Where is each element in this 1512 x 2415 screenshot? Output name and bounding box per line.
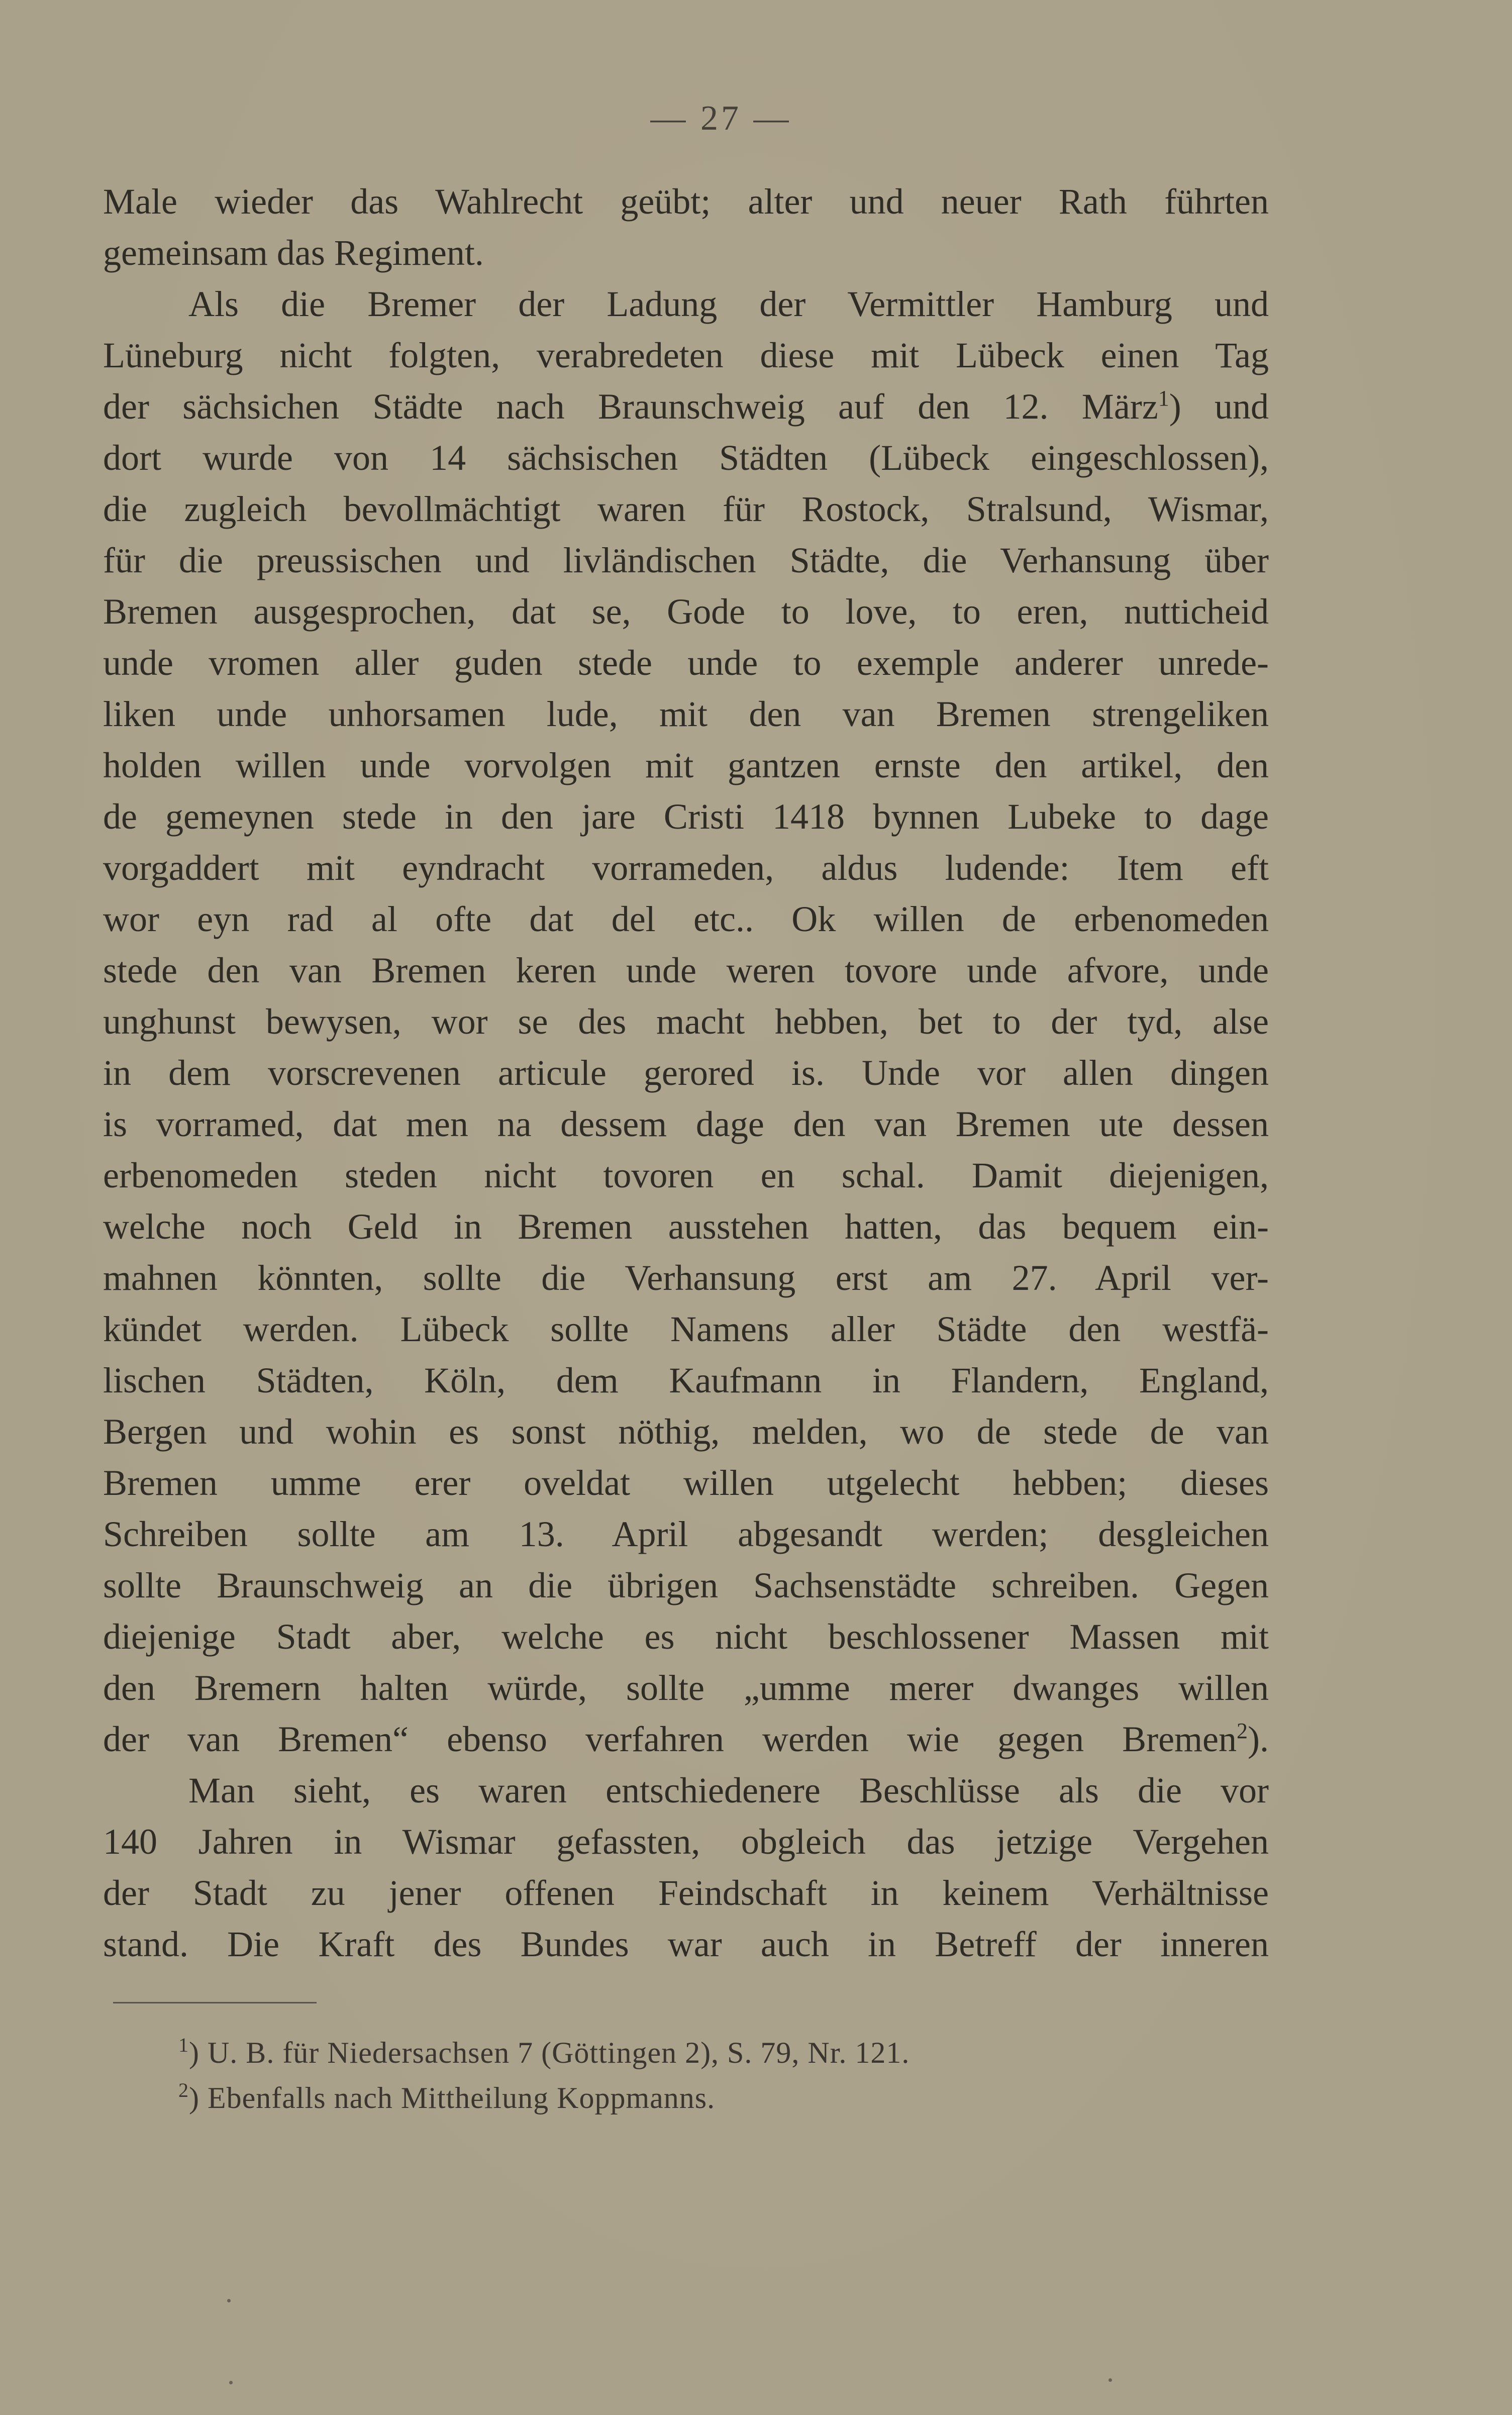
text-line (103, 842, 1269, 893)
text-line-content: unde vromen aller guden stede unde to exemple anderer unrede- (103, 643, 1269, 683)
text-line (103, 1201, 1269, 1252)
text-line (103, 791, 1269, 842)
footnote-mark: 2 (178, 2079, 189, 2101)
text-line-content: kündet werden. Lübeck sollte Namens aller Städte den westfä- (103, 1309, 1269, 1349)
text-line-content: welche noch Geld in Bremen ausstehen hatten, das bequem ein- (103, 1206, 1269, 1247)
text-line-content: is vorramed, dat men na dessem dage den van Bremen ute dessen (103, 1104, 1269, 1144)
text-line (103, 586, 1269, 637)
text-line-content: vorgaddert mit eyndracht vorrameden, aldus ludende: Item eft (103, 848, 1269, 888)
text-line-content: Bergen und wohin es sonst nöthig, melden, wo de stede de van (103, 1412, 1269, 1452)
text-line (103, 1098, 1269, 1150)
text-line-content: diejenige Stadt aber, welche es nicht beschlossener Massen mit (103, 1617, 1269, 1657)
text-line (103, 1303, 1269, 1355)
text-line (103, 330, 1269, 381)
text-line (103, 1457, 1269, 1508)
text-line-content: de gemeynen stede in den jare Cristi 1418 bynnen Lubeke to dage (103, 796, 1269, 837)
text-line (103, 1816, 1269, 1867)
page-number: — 27 — (650, 99, 792, 138)
text-line-content: Lüneburg nicht folgten, verabredeten diese mit Lübeck einen Tag (103, 335, 1269, 375)
text-line (103, 432, 1269, 483)
footnote-separator (113, 2002, 317, 2003)
body-text (103, 176, 1269, 1970)
text-line (103, 1508, 1269, 1560)
text-line-content: unghunst bewysen, wor se des macht hebben, bet to der tyd, alse (103, 1001, 1269, 1042)
text-line-content: lischen Städten, Köln, dem Kaufmann in Flandern, England, (103, 1360, 1269, 1400)
text-line (103, 1355, 1269, 1406)
paper-speck (1108, 2378, 1112, 2382)
text-line-content: stede den van Bremen keren unde weren tovore unde afvore, unde (103, 950, 1269, 990)
text-line (103, 1867, 1269, 1919)
text-line (103, 278, 1269, 330)
text-line-content: Als die Bremer der Ladung der Vermittler Hamburg und (188, 284, 1269, 324)
text-line-content: die zugleich bevollmächtigt waren für Rostock, Stralsund, Wismar, (103, 489, 1269, 529)
text-line (103, 996, 1269, 1047)
text-line (103, 945, 1269, 996)
text-line-content: wor eyn rad al ofte dat del etc.. Ok willen de erbenomeden (103, 899, 1269, 939)
footnote-reference: 1 (1158, 386, 1169, 411)
text-line-content: Male wieder das Wahlrecht geübt; alter und neuer Rath führten (103, 181, 1269, 222)
text-line (103, 1662, 1269, 1714)
text-line-content: sollte Braunschweig an die übrigen Sachsenstädte schreiben. Gegen (103, 1565, 1269, 1605)
text-line (103, 1406, 1269, 1457)
text-line-content: Bremen umme erer oveldat willen utgelecht hebben; dieses (103, 1463, 1269, 1503)
text-line (103, 1714, 1269, 1765)
text-line (103, 1150, 1269, 1201)
footnote-reference: 2 (1237, 1719, 1248, 1743)
text-line-content: der sächsichen Städte nach Braunschweig auf den 12. März (103, 386, 1158, 427)
footnote (178, 2030, 1284, 2075)
text-line-content: in dem vorscrevenen articule gerored is. Unde vor allen dingen (103, 1053, 1269, 1093)
text-line-content: der Stadt zu jener offenen Feindschaft in keinem Verhältnisse (103, 1873, 1269, 1913)
text-line (103, 893, 1269, 945)
text-line-content: der van Bremen“ ebenso verfahren werden wie gegen Bremen (103, 1719, 1237, 1759)
text-line-continuation: ) und (1169, 386, 1269, 427)
text-line (103, 1919, 1269, 1970)
text-line-content: erbenomeden steden nicht tovoren en schal. Damit diejenigen, (103, 1155, 1269, 1195)
text-line (103, 1252, 1269, 1303)
text-line (103, 1765, 1269, 1816)
text-line (103, 227, 1269, 278)
text-line-content: liken unde unhorsamen lude, mit den van Bremen strengeliken (103, 694, 1269, 734)
text-line-content: Schreiben sollte am 13. April abgesandt werden; desgleichen (103, 1514, 1269, 1554)
footnote-mark: 1 (178, 2034, 189, 2056)
text-line (103, 1047, 1269, 1098)
text-line (103, 740, 1269, 791)
text-line-content: stand. Die Kraft des Bundes war auch in Betreff der inneren (103, 1924, 1269, 1964)
text-line-content: gemeinsam das Regiment. (103, 233, 484, 273)
text-line-continuation: ). (1248, 1719, 1269, 1759)
text-line (103, 637, 1269, 688)
text-line-content: 140 Jahren in Wismar gefassten, obgleich das jetzige Vergehen (103, 1822, 1269, 1862)
footnotes (178, 2030, 1284, 2121)
footnote-text: ) U. B. für Niedersachsen 7 (Göttingen 2), S. 79, Nr. 121. (189, 2036, 910, 2069)
text-line-content: holden willen unde vorvolgen mit gantzen ernste den artikel, den (103, 745, 1269, 785)
text-line (103, 176, 1269, 227)
footnote (178, 2075, 1284, 2121)
paper-speck (227, 2299, 231, 2302)
text-line-content: mahnen könnten, sollte die Verhansung erst am 27. April ver- (103, 1258, 1269, 1298)
paper-speck (229, 2381, 233, 2384)
text-line (103, 1560, 1269, 1611)
text-line-content: Bremen ausgesprochen, dat se, Gode to love, to eren, nutticheid (103, 591, 1269, 632)
text-line (103, 688, 1269, 740)
footnote-text: ) Ebenfalls nach Mittheilung Koppmanns. (189, 2081, 716, 2115)
text-line-content: den Bremern halten würde, sollte „umme merer dwanges willen (103, 1668, 1269, 1708)
text-line (103, 483, 1269, 535)
text-line-content: Man sieht, es waren entschiedenere Beschlüsse als die vor (188, 1770, 1269, 1810)
text-line (103, 535, 1269, 586)
text-line (103, 381, 1269, 432)
text-line-content: dort wurde von 14 sächsischen Städten (Lübeck eingeschlossen), (103, 438, 1269, 478)
text-line (103, 1611, 1269, 1662)
text-line-content: für die preussischen und livländischen Städte, die Verhansung über (103, 540, 1269, 580)
